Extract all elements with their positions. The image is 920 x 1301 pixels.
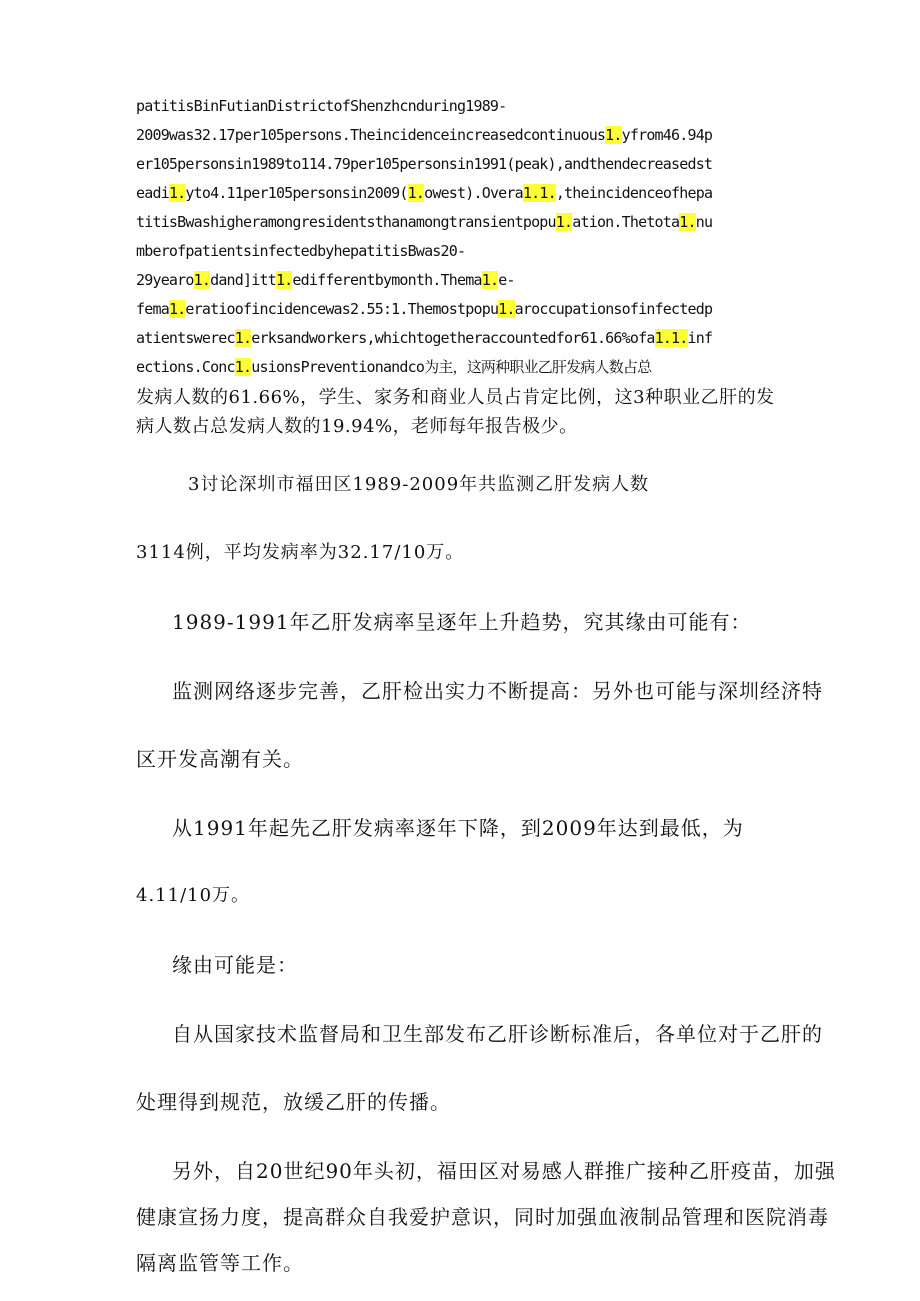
text-run: erksandworkers,whichtogetheraccountedfor61.66%ofa (251, 329, 655, 347)
text-run: e- (498, 271, 515, 289)
highlight-mark: 1. (234, 329, 252, 347)
text-run: 29yearo (136, 271, 194, 289)
highlight-mark: 1. (498, 300, 515, 318)
mixed-line-1: 发病人数的61.66%，学生、家务和商业人员占肯定比例，这3种职业乙肝的发 (136, 387, 775, 408)
text-run: edifferentbymonth.Thema (292, 271, 482, 289)
text-run: ation.Thetota (572, 213, 680, 231)
english-abstract-block (136, 92, 796, 382)
paragraph-3-line-2: 区开发高潮有关。 (136, 747, 304, 771)
paragraph-7-line-3: 隔离监管等工作。 (136, 1251, 304, 1275)
text-run: inf (687, 329, 713, 347)
text-run: patitisBinFutianDistrictofShenzhcnduring1989- (136, 97, 507, 115)
highlight-mark: 1. (193, 271, 211, 289)
text-run: eratioofincidencewas2.55:1.Themostpopu (185, 300, 499, 318)
text-run: yfrom46.94p (621, 126, 713, 144)
section-heading: 3讨论深圳市福田区1989-2009年共监测乙肝发病人数 (188, 474, 650, 495)
text-run: eadi (136, 184, 169, 202)
english-line-4 (136, 179, 796, 208)
paragraph-7-line-2: 健康宣扬力度，提高群众自我爱护意识，同时加强血液制品管理和医院消毒 (136, 1205, 829, 1229)
paragraph-3-line-1: 监测网络逐步完善，乙肝检出实力不断提高：另外也可能与深圳经济特 (172, 679, 823, 703)
text-run: aroccupationsofinfectedp (514, 300, 713, 318)
paragraph-1: 3114例，平均发病率为32.17/10万。 (136, 542, 465, 563)
highlight-mark: 1. (234, 358, 252, 376)
text-run: fema (136, 300, 169, 318)
text-run: ,theincidenceofhepa (555, 184, 713, 202)
highlight-mark: 1. (481, 271, 499, 289)
paragraph-6-line-2: 处理得到规范，放缓乙肝的传播。 (136, 1090, 451, 1114)
mixed-line-2: 病人数占总发病人数的19.94%，老师每年报告极少。 (136, 416, 578, 437)
text-run: nu (695, 213, 713, 231)
english-line-1 (136, 92, 796, 121)
paragraph-7-line-1: 另外，自20世纪90年头初，福田区对易感人群推广接种乙肝疫苗，加强 (172, 1159, 836, 1183)
highlight-mark: 1. (555, 213, 573, 231)
english-line-10 (136, 353, 796, 382)
english-line-8 (136, 295, 796, 324)
paragraph-4-line-2: 4.11/10万。 (136, 885, 251, 906)
highlight-mark: 1.1. (654, 329, 688, 347)
highlight-mark: 1.1. (522, 184, 556, 202)
paragraph-6-line-1: 自从国家技术监督局和卫生部发布乙肝诊断标准后，各单位对于乙肝的 (172, 1022, 823, 1046)
highlight-mark: 1. (407, 184, 425, 202)
english-line-5 (136, 208, 796, 237)
text-run: ections.Conc (136, 358, 235, 376)
highlight-mark: 1. (168, 184, 186, 202)
text-run: dand]itt (210, 271, 276, 289)
text-run: usionsPreventionandco为主，这两种职业乙肝发病人数占总 (251, 358, 652, 376)
highlight-mark: 1. (679, 213, 696, 231)
text-run: yto4.11per105personsin2009( (185, 184, 408, 202)
english-line-7 (136, 266, 796, 295)
paragraph-2: 1989-1991年乙肝发病率呈逐年上升趋势，究其缘由可能有： (172, 610, 752, 634)
english-line-2 (136, 121, 796, 150)
text-run: 2009was32.17per105persons.Theincidenceincreasedcontinuous (136, 126, 606, 144)
highlight-mark: 1. (275, 271, 293, 289)
text-run: er105personsin1989to114.79per105personsin1991(peak),andthendecreasedst (136, 155, 713, 173)
text-run: mberofpatientsinfectedbyhepatitisBwas20- (136, 242, 466, 260)
text-run: titisBwashigheramongresidentsthanamongtransientpopu (136, 213, 556, 231)
paragraph-4-line-1: 从1991年起先乙肝发病率逐年下降，到2009年达到最低，为 (172, 816, 744, 840)
text-run: atientswerec (136, 329, 235, 347)
english-line-3 (136, 150, 796, 179)
paragraph-5: 缘由可能是： (172, 953, 298, 977)
highlight-mark: 1. (605, 126, 622, 144)
text-run: owest).Overa (424, 184, 523, 202)
english-line-6 (136, 237, 796, 266)
english-line-9 (136, 324, 796, 353)
highlight-mark: 1. (168, 300, 186, 318)
